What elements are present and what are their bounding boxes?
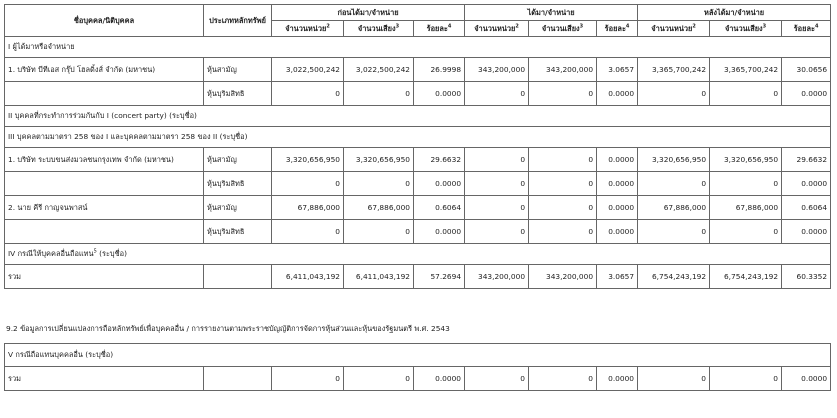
before-units-cell: 0 — [272, 172, 344, 196]
action-votes-cell: 0 — [529, 148, 597, 172]
after-votes-cell: 0 — [710, 220, 782, 244]
before-votes-cell: 0 — [344, 172, 414, 196]
after-votes-cell: 0 — [710, 82, 782, 106]
proxy-holding-table — [4, 343, 831, 391]
before-units-header: จำนวนหน่วย$^2$ — [272, 21, 344, 37]
security-type: หุ้นสามัญ — [204, 196, 272, 220]
section-label: II บุคคลที่กระทำการร่วมกันกับ I (concert party) (ระบุชื่อ) — [5, 106, 831, 127]
before-percent-header: ร้อยละ$^4$ — [414, 21, 465, 37]
holder-name — [5, 220, 204, 244]
after-percent-cell: 0.6064 — [782, 196, 831, 220]
table-row — [5, 220, 831, 244]
after-units-cell: 0 — [638, 220, 710, 244]
before-percent-cell: 0.6064 — [414, 196, 465, 220]
after-units-header: จำนวนหน่วย$^2$ — [638, 21, 710, 37]
security-type: หุ้นบุริมสิทธิ — [204, 82, 272, 106]
table-row — [5, 172, 831, 196]
action-units-cell: 0 — [465, 82, 529, 106]
before-votes-cell: 3,022,500,242 — [344, 58, 414, 82]
action-votes-total: 0 — [529, 367, 597, 391]
security-type: หุ้นสามัญ — [204, 148, 272, 172]
after-units-total: 6,754,243,192 — [638, 265, 710, 289]
before-units-cell: 0 — [272, 82, 344, 106]
after-units-cell: 3,320,656,950 — [638, 148, 710, 172]
total-row — [5, 367, 831, 391]
table-row — [5, 58, 831, 82]
before-percent-cell: 0.0000 — [414, 220, 465, 244]
before-units-total: 6,411,043,192 — [272, 265, 344, 289]
action-percent-total: 0.0000 — [597, 367, 638, 391]
action-percent-total: 3.0657 — [597, 265, 638, 289]
after-votes-cell: 3,365,700,242 — [710, 58, 782, 82]
after-percent-cell: 30.0656 — [782, 58, 831, 82]
action-units-total: 343,200,000 — [465, 265, 529, 289]
after-group-header: หลังได้มา/จำหน่าย — [638, 5, 831, 21]
before-units-cell: 67,886,000 — [272, 196, 344, 220]
after-percent-total: 0.0000 — [782, 367, 831, 391]
before-votes-cell: 0 — [344, 82, 414, 106]
before-votes-cell: 0 — [344, 220, 414, 244]
holder-name: 2. นาย คีรี กาญจนพาสน์ — [5, 196, 204, 220]
total-type-cell — [204, 265, 272, 289]
action-votes-cell: 0 — [529, 172, 597, 196]
action-votes-cell: 0 — [529, 220, 597, 244]
after-percent-cell: 0.0000 — [782, 172, 831, 196]
total-label: รวม — [5, 367, 204, 391]
action-percent-header: ร้อยละ$^4$ — [597, 21, 638, 37]
before-percent-cell: 26.9998 — [414, 58, 465, 82]
total-row — [5, 265, 831, 289]
shareholding-table — [4, 4, 831, 289]
after-votes-total: 0 — [710, 367, 782, 391]
before-votes-header: จำนวนเสียง$^3$ — [344, 21, 414, 37]
table-row — [5, 148, 831, 172]
total-type-cell — [204, 367, 272, 391]
action-percent-cell: 0.0000 — [597, 196, 638, 220]
table-row — [5, 82, 831, 106]
action-units-total: 0 — [465, 367, 529, 391]
action-units-cell: 0 — [465, 148, 529, 172]
section-row — [5, 127, 831, 148]
holder-name: 1. บริษัท ระบบขนส่งมวลชนกรุงเทพ จำกัด (มหาชน) — [5, 148, 204, 172]
total-label: รวม — [5, 265, 204, 289]
holder-name — [5, 172, 204, 196]
after-votes-cell: 3,320,656,950 — [710, 148, 782, 172]
before-votes-cell: 3,320,656,950 — [344, 148, 414, 172]
section-row — [5, 344, 831, 367]
before-group-header: ก่อนได้มา/จำหน่าย — [272, 5, 465, 21]
security-type: หุ้นบุริมสิทธิ — [204, 220, 272, 244]
before-units-cell: 3,022,500,242 — [272, 58, 344, 82]
action-votes-cell: 343,200,000 — [529, 58, 597, 82]
after-percent-total: 60.3352 — [782, 265, 831, 289]
before-percent-cell: 0.0000 — [414, 172, 465, 196]
before-percent-cell: 0.0000 — [414, 82, 465, 106]
action-percent-cell: 0.0000 — [597, 172, 638, 196]
after-units-cell: 67,886,000 — [638, 196, 710, 220]
action-percent-cell: 3.0657 — [597, 58, 638, 82]
after-votes-header: จำนวนเสียง$^3$ — [710, 21, 782, 37]
section-9-2-note: 9.2 ข้อมูลการเปลี่ยนแปลงการถือหลักทรัพย์เพื่อบุคคลอื่น / การรายงานตามพระราชบัญญัติการจัดการหุ้นส่วนและหุ้นของรัฐมนตรี พ.ศ. 2543 — [6, 324, 450, 333]
security-type-column-header: ประเภทหลักทรัพย์ — [204, 5, 272, 37]
section-row — [5, 37, 831, 58]
section-row — [5, 106, 831, 127]
table-row — [5, 196, 831, 220]
after-votes-total: 6,754,243,192 — [710, 265, 782, 289]
name-column-header: ชื่อบุคคล/นิติบุคคล — [5, 5, 204, 37]
before-percent-total: 57.2694 — [414, 265, 465, 289]
action-units-cell: 0 — [465, 196, 529, 220]
section-label: V กรณีถือแทนบุคคลอื่น (ระบุชื่อ) — [5, 344, 831, 367]
before-votes-total: 6,411,043,192 — [344, 265, 414, 289]
action-votes-header: จำนวนเสียง$^3$ — [529, 21, 597, 37]
action-units-cell: 0 — [465, 172, 529, 196]
after-votes-cell: 0 — [710, 172, 782, 196]
section-row — [5, 244, 831, 265]
before-units-cell: 0 — [272, 220, 344, 244]
section-label: III บุคคลตามมาตรา 258 ของ I และบุคคลตามมาตรา 258 ของ II (ระบุชื่อ) — [5, 127, 831, 148]
action-votes-cell: 0 — [529, 196, 597, 220]
action-units-cell: 343,200,000 — [465, 58, 529, 82]
after-percent-header: ร้อยละ$^4$ — [782, 21, 831, 37]
action-percent-cell: 0.0000 — [597, 82, 638, 106]
security-type: หุ้นบุริมสิทธิ — [204, 172, 272, 196]
before-units-total: 0 — [272, 367, 344, 391]
before-units-cell: 3,320,656,950 — [272, 148, 344, 172]
before-votes-cell: 67,886,000 — [344, 196, 414, 220]
before-percent-cell: 29.6632 — [414, 148, 465, 172]
after-units-total: 0 — [638, 367, 710, 391]
after-percent-cell: 29.6632 — [782, 148, 831, 172]
holder-name: 1. บริษัท บีทีเอส กรุ๊ป โฮลดิ้งส์ จำกัด (มหาชน) — [5, 58, 204, 82]
section-label: IV กรณีให้บุคคลอื่นถือแทน$^5$ (ระบุชื่อ) — [5, 244, 831, 265]
holder-name — [5, 82, 204, 106]
after-percent-cell: 0.0000 — [782, 220, 831, 244]
header-row-groups — [5, 5, 831, 21]
action-votes-cell: 0 — [529, 82, 597, 106]
section-label: I ผู้ได้มาหรือจำหน่าย — [5, 37, 831, 58]
before-votes-total: 0 — [344, 367, 414, 391]
action-group-header: ได้มา/จำหน่าย — [465, 5, 638, 21]
action-units-cell: 0 — [465, 220, 529, 244]
security-type: หุ้นสามัญ — [204, 58, 272, 82]
after-percent-cell: 0.0000 — [782, 82, 831, 106]
after-units-cell: 0 — [638, 172, 710, 196]
action-percent-cell: 0.0000 — [597, 220, 638, 244]
after-units-cell: 3,365,700,242 — [638, 58, 710, 82]
action-percent-cell: 0.0000 — [597, 148, 638, 172]
action-units-header: จำนวนหน่วย$^2$ — [465, 21, 529, 37]
before-percent-total: 0.0000 — [414, 367, 465, 391]
action-votes-total: 343,200,000 — [529, 265, 597, 289]
after-votes-cell: 67,886,000 — [710, 196, 782, 220]
after-units-cell: 0 — [638, 82, 710, 106]
